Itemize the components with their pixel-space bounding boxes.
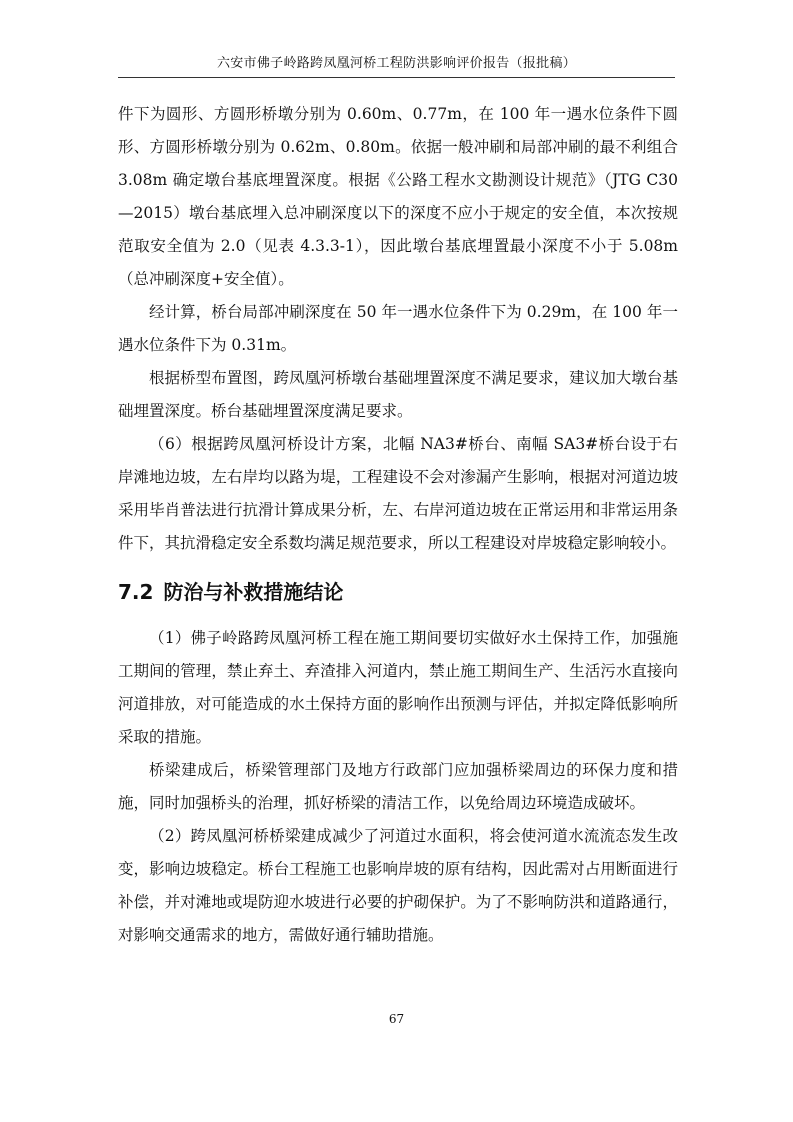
paragraph-abutment-scour: 经计算，桥台局部冲刷深度在 50 年一遇水位条件下为 0.29m，在 100 年一遇水位条件下为 0.31m。 (118, 303, 678, 354)
paragraph-foundation-depth: 根据桥型布置图，跨凤凰河桥墩台基础埋置深度不满足要求，建议加大墩台基础埋置深度。桥台基础埋置深度满足要求。 (118, 369, 678, 420)
paragraph-soil-conservation: （1）佛子岭路跨凤凰河桥工程在施工期间要切实做好水土保持工作，加强施工期间的管理，禁止弃土、弃渣排入河道内，禁止施工期间生产、生活污水直接向河道排放，对可能造成的水土保持方面的影响作出预测与评估，并拟定降低影响所采取的措施。 (118, 629, 678, 746)
section-number: 7.2 (118, 580, 154, 604)
page-header: 六安市佛子岭路跨凤凰河桥工程防洪影响评价报告（报批稿） (118, 52, 675, 78)
paragraph-environment-protection: 桥梁建成后，桥梁管理部门及地方行政部门应加强桥梁周边的环保力度和措施，同时加强桥头的治理，抓好桥梁的清洁工作，以免给周边环境造成破坏。 (118, 761, 678, 812)
section-title: 防治与补救措施结论 (163, 580, 344, 604)
paragraph-slope-stability: （6）根据跨凤凰河桥设计方案，北幅 NA3#桥台、南幅 SA3#桥台设于右岸滩地边坡，左右岸均以路为堤，工程建设不会对渗漏产生影响，根据对河道边坡采用毕肖普法进行抗滑计算成果分析，左、右岸河道边坡在正常运用和非常运用条件下，其抗滑稳定安全系数均满足规范要求，所以工程建设对岸坡稳定影响较小。 (118, 435, 678, 552)
paragraph-compensation-measures: （2）跨凤凰河桥桥梁建成减少了河道过水面积，将会使河道水流流态发生改变，影响边坡稳定。桥台工程施工也影响岸坡的原有结构，因此需对占用断面进行补偿，并对滩地或堤防迎水坡进行必要的护砌保护。为了不影响防洪和道路通行，对影响交通需求的地方，需做好通行辅助措施。 (118, 827, 678, 944)
document-body (118, 98, 678, 952)
page-number: 67 (388, 1012, 405, 1026)
paragraph-pier-depth: 件下为圆形、方圆形桥墩分别为 0.60m、0.77m，在 100 年一遇水位条件下圆形、方圆形桥墩分别为 0.62m、0.80m。依据一般冲刷和局部冲刷的最不利组合 3.08m 确定墩台基底埋置深度。根据《公路工程水文勘测设计规范》（JTG C30—2015）墩台基底埋入总冲刷深度以下的深度不应小于规定的安全值，本次按规范取安全值为 2.0（见表 4.3.3-1），因此墩台基底埋置最小深度不小于 5.08m（总冲刷深度+安全值）。 (118, 105, 678, 288)
section-heading (118, 570, 678, 614)
